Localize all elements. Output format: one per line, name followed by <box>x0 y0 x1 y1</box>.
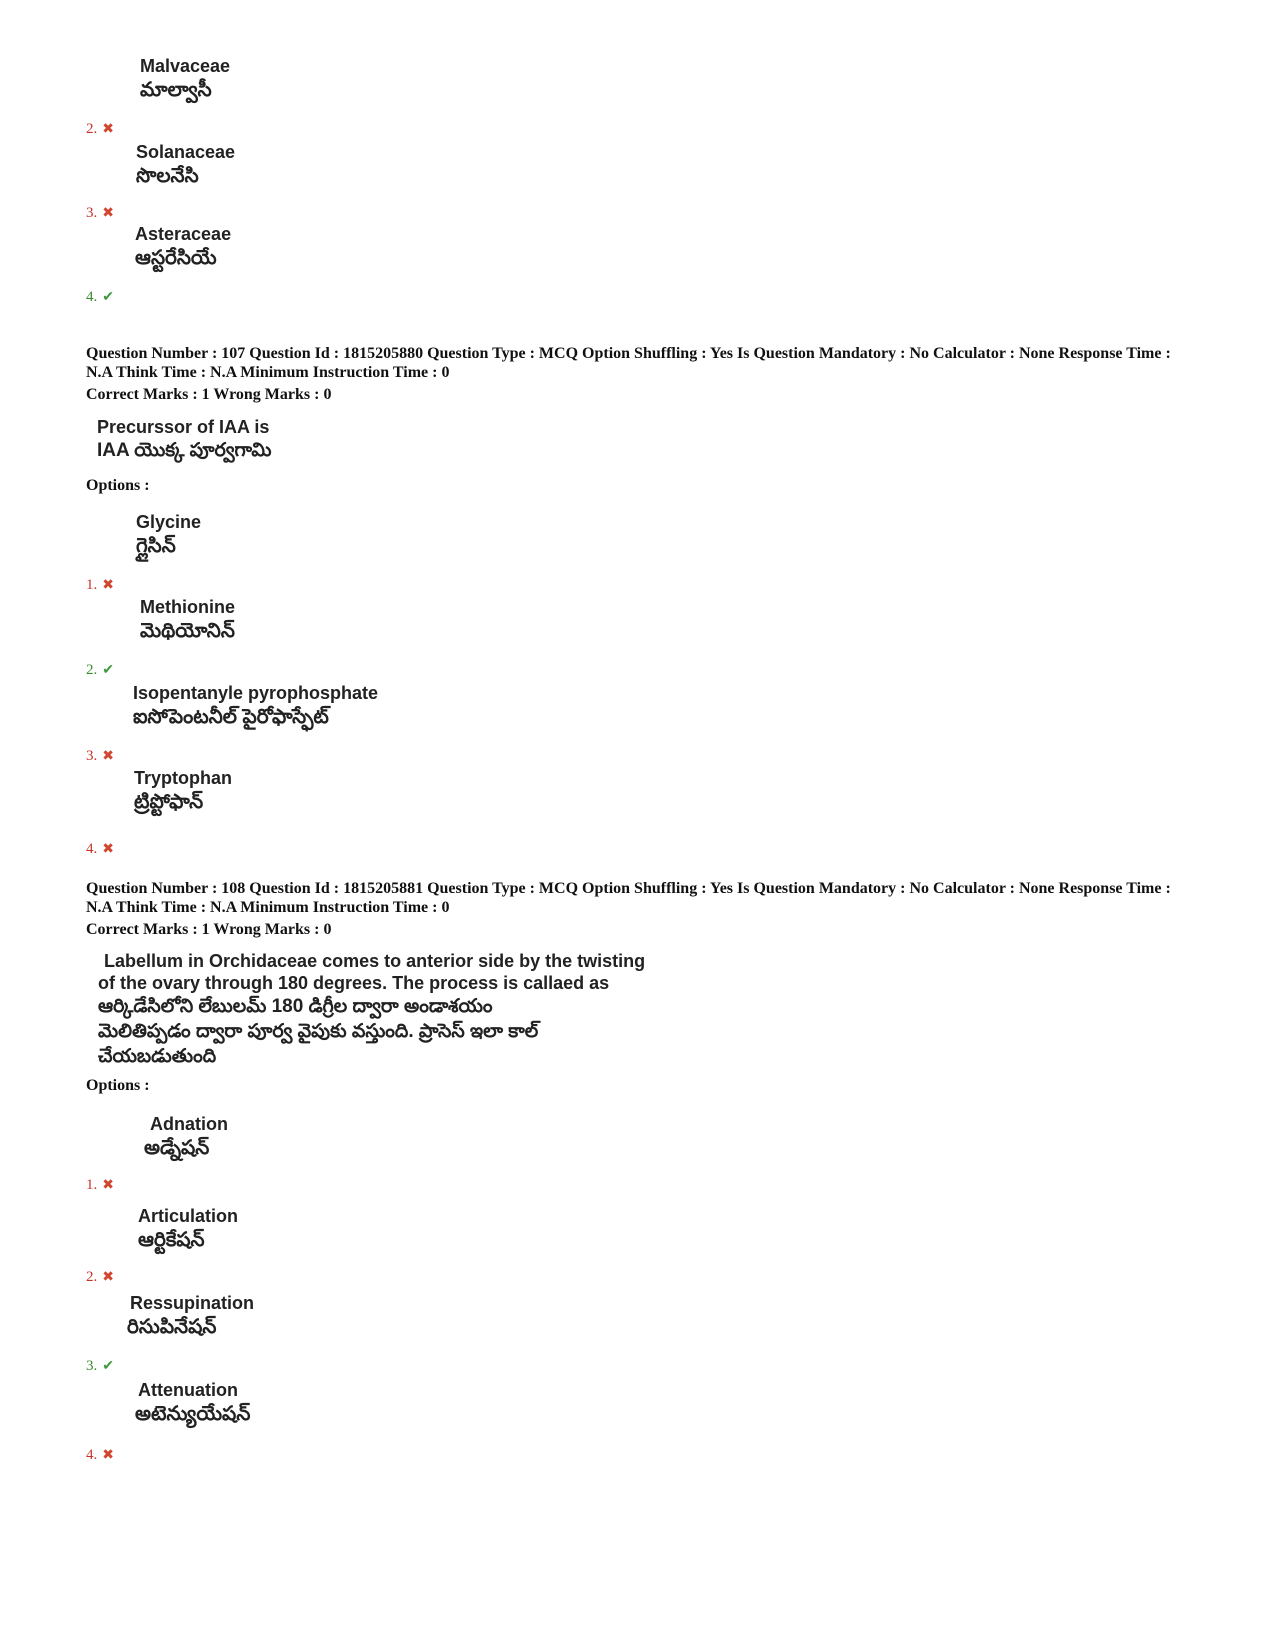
option-text-te: గ్లైసిన్ <box>136 535 176 557</box>
option-image-text <box>136 511 201 559</box>
check-icon: ✔ <box>102 1359 114 1374</box>
option-number: 3. ✖ <box>86 748 114 764</box>
question-text-te: IAA యొక్క పూర్వగామి <box>97 440 272 461</box>
option-text-te: ఆస్టరేసియే <box>135 247 217 269</box>
option-image-text <box>136 141 235 189</box>
option-text-te: అడ్నేషన్ <box>144 1137 210 1159</box>
option-number: 4. ✖ <box>86 841 114 857</box>
option-text-en: Glycine <box>136 512 202 532</box>
option-text-te: ఆర్టికేషన్ <box>138 1229 205 1251</box>
option-image-text <box>138 1205 238 1253</box>
wrong-icon: ✖ <box>102 1448 114 1463</box>
option-item <box>0 1205 700 1285</box>
option-item <box>0 511 700 591</box>
option-text-te: సొలనేసి <box>136 165 199 187</box>
option-text-en: Solanaceae <box>136 142 236 162</box>
option-item <box>0 767 700 857</box>
option-number: 3. ✔ <box>86 1358 114 1374</box>
option-image-text <box>140 596 235 644</box>
question-text-en-line: of the ovary through 180 degrees. The process is callaed as <box>98 973 610 993</box>
check-icon: ✔ <box>102 663 114 678</box>
wrong-icon: ✖ <box>102 578 114 593</box>
option-text-te: రిసుపినేషన్ <box>127 1316 217 1338</box>
option-number: 4. ✔ <box>86 289 114 305</box>
option-text-en: Tryptophan <box>134 768 232 788</box>
options-label: Options : <box>86 477 150 494</box>
option-text-en: Articulation <box>138 1206 239 1226</box>
wrong-icon: ✖ <box>102 842 114 857</box>
option-text-en: Asteraceae <box>135 224 232 244</box>
option-image-text <box>134 767 232 815</box>
option-text-te: మెథియోనిన్ <box>140 620 235 642</box>
option-image-text <box>144 1113 228 1161</box>
option-text-en: Attenuation <box>138 1380 238 1400</box>
option-item <box>0 1379 700 1463</box>
question-metadata: Question Number : 108 Question Id : 1815205881 Question Type : MCQ Option Shuffling : Yes Is Question Mandatory : No Calculator : None Response Time : N.A Think Time : N.A Minimum Instruction Time : 0 <box>86 880 1171 916</box>
option-image-text <box>127 1292 255 1340</box>
option-number: 2. ✖ <box>86 121 114 137</box>
option-item <box>0 596 700 676</box>
options-label: Options : <box>86 1077 150 1094</box>
option-image-text <box>135 1379 251 1427</box>
option-item <box>0 55 700 135</box>
option-image-text <box>135 223 231 271</box>
option-item <box>0 1292 700 1372</box>
question-text <box>98 950 645 1069</box>
check-icon: ✔ <box>102 290 114 305</box>
option-image-text <box>133 682 378 730</box>
option-text-en: Adnation <box>150 1114 228 1134</box>
option-text-te: అటెన్యుయేషన్ <box>135 1403 251 1425</box>
wrong-icon: ✖ <box>102 1270 114 1285</box>
question-metadata: Question Number : 107 Question Id : 1815205880 Question Type : MCQ Option Shuffling : Yes Is Question Mandatory : No Calculator : None Response Time : N.A Think Time : N.A Minimum Instruction Time : 0 <box>86 345 1171 381</box>
option-text-te: ట్రిప్టోఫాన్ <box>134 791 204 813</box>
option-number: 3. ✖ <box>86 205 114 221</box>
question-text-te-line: ఆర్కిడేసిలోని లేబులమ్ 180 డిగ్రీల ద్వారా అండాశయం <box>98 996 493 1017</box>
wrong-icon: ✖ <box>102 1178 114 1193</box>
question-text-te-line: మెలితిప్పడం ద్వారా పూర్వ వైపుకు వస్తుంది. ప్రాసెస్ ఇలా కాల్ <box>98 1021 539 1042</box>
option-text-en: Ressupination <box>130 1293 255 1313</box>
wrong-icon: ✖ <box>102 206 114 221</box>
question-text-en: Precurssor of IAA is <box>97 417 270 437</box>
option-text-en: Isopentanyle pyrophosphate <box>133 683 379 703</box>
option-number: 2. ✔ <box>86 662 114 678</box>
option-number: 1. ✖ <box>86 1177 114 1193</box>
question-marks: Correct Marks : 1 Wrong Marks : 0 <box>86 386 332 403</box>
option-image-text <box>140 55 230 103</box>
option-number: 1. ✖ <box>86 577 114 593</box>
wrong-icon: ✖ <box>102 122 114 137</box>
question-text-en-line: Labellum in Orchidaceae comes to anterior side by the twisting <box>104 951 646 971</box>
option-text-en: Malvaceae <box>140 56 231 76</box>
question-marks: Correct Marks : 1 Wrong Marks : 0 <box>86 921 332 938</box>
option-item <box>0 1113 700 1193</box>
question-text-te-line: చేయబడుతుంది <box>98 1046 217 1067</box>
option-number: 4. ✖ <box>86 1447 114 1463</box>
option-number: 2. ✖ <box>86 1269 114 1285</box>
wrong-icon: ✖ <box>102 749 114 764</box>
option-text-te: ఐసోపెంటనీల్ పైరోఫాస్ఫేట్ <box>133 706 329 728</box>
option-text-en: Methionine <box>140 597 235 617</box>
option-text-te: మాల్వాసీ <box>140 79 212 101</box>
question-text <box>97 416 272 463</box>
option-item <box>0 223 700 303</box>
option-item <box>0 141 700 221</box>
option-item <box>0 682 700 762</box>
